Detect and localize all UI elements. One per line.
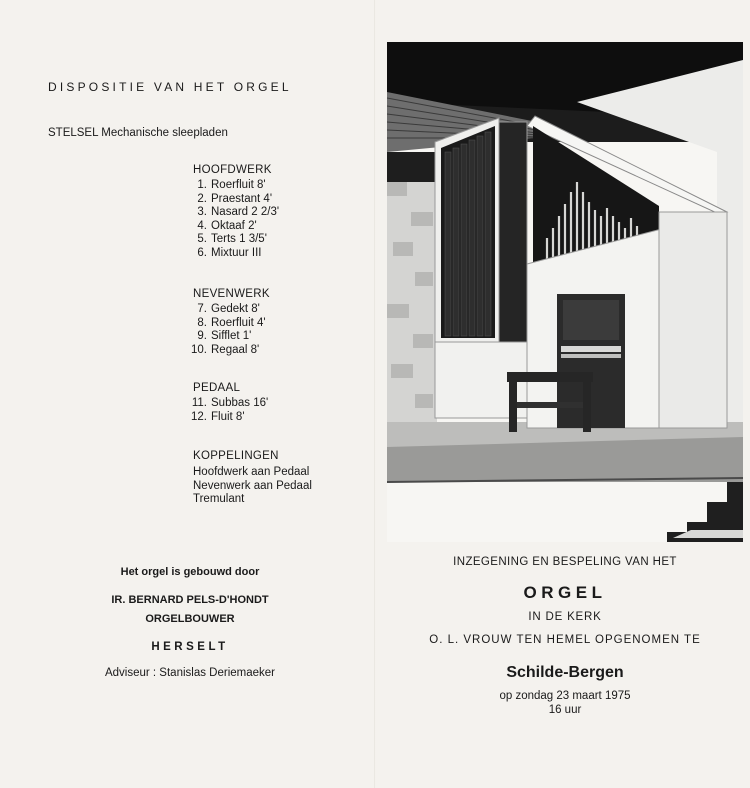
stop-item: 8. Roerfluit 4' — [197, 316, 266, 329]
event-date: op zondag 23 maart 1975 — [499, 690, 631, 702]
stelsel-value: Mechanische sleepladen — [101, 127, 228, 139]
coupler-item: Tremulant — [193, 493, 245, 506]
church-line: IN DE KERK — [528, 611, 602, 623]
builder-name: IR. BERNARD PELS-D'HONDT — [111, 594, 269, 606]
orgel-title: ORGEL — [523, 583, 607, 602]
stop-item: 7. Gedekt 8' — [197, 303, 260, 315]
pedaal-heading: PEDAAL — [193, 382, 241, 394]
pedaal-list — [193, 397, 268, 424]
built-by-line: Het orgel is gebouwd door — [120, 566, 260, 578]
stelsel-label: STELSEL — [48, 127, 99, 139]
coupler-item: Hoofdwerk aan Pedaal — [193, 466, 310, 478]
stop-item: 9. Sifflet 1' — [197, 330, 252, 343]
nevenwerk-list — [193, 303, 270, 357]
stop-item: 10. Regaal 8' — [191, 343, 260, 356]
stop-item: 1. Roerfluit 8' — [197, 179, 266, 191]
koppelingen-heading: KOPPELINGEN — [193, 450, 279, 462]
ceremony-line: INZEGENING EN BESPELING VAN HET — [453, 556, 677, 568]
stop-item: 3. Nasard 2 2/3' — [197, 206, 280, 219]
builder-place: HERSELT — [151, 641, 229, 653]
stelsel-line — [48, 126, 228, 140]
stop-item: 12. Fluit 8' — [191, 410, 245, 423]
page-fold — [374, 0, 376, 788]
event-time: 16 uur — [548, 704, 582, 716]
disposition-title: DISPOSITIE VAN HET ORGEL — [48, 80, 292, 94]
koppelingen-list — [193, 466, 312, 507]
stop-item: 5. Terts 1 3/5' — [197, 233, 267, 246]
nevenwerk-section — [193, 288, 270, 357]
organ-photo — [387, 42, 743, 542]
stop-item: 11. Subbas 16' — [191, 397, 269, 409]
hoofdwerk-heading: HOOFDWERK — [193, 164, 272, 176]
nevenwerk-heading: NEVENWERK — [193, 288, 270, 300]
town-name: Schilde-Bergen — [506, 664, 624, 681]
adviser-line: Adviseur : Stanislas Deriemaeker — [104, 667, 275, 679]
stop-item: 6. Mixtuur III — [197, 246, 262, 259]
builder-block — [60, 566, 320, 679]
koppelingen-section — [193, 450, 312, 507]
pedaal-section — [193, 382, 268, 424]
stop-item: 2. Praestant 4' — [197, 192, 273, 205]
builder-profession: ORGELBOUWER — [145, 613, 235, 625]
church-name: O. L. VROUW TEN HEMEL OPGENOMEN TE — [429, 634, 701, 646]
hoofdwerk-list — [193, 179, 279, 261]
coupler-item: Nevenwerk aan Pedaal — [193, 479, 312, 492]
hoofdwerk-section — [193, 164, 279, 261]
stop-item: 4. Oktaaf 2' — [197, 219, 257, 232]
